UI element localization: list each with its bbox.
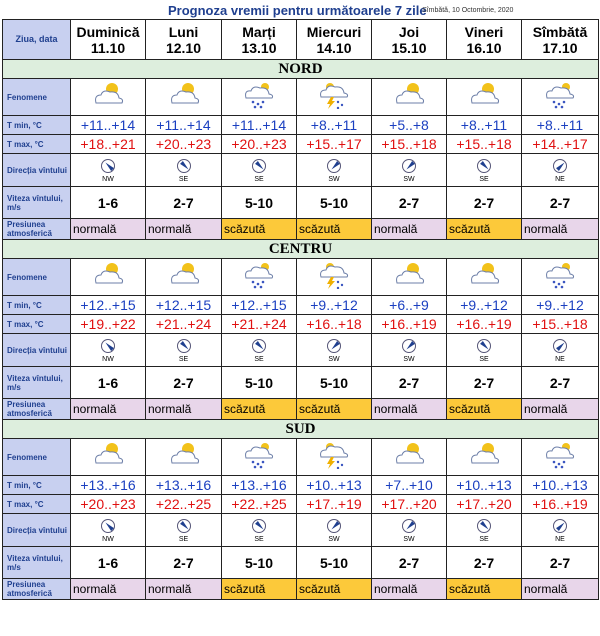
wind-direction-row — [3, 334, 599, 367]
pressure-value: normală — [522, 219, 599, 240]
label-pressure: Presiunea atmosferică — [3, 219, 71, 240]
label-tmax: T max, °C — [3, 135, 71, 154]
label-wind-speed: Viteza vîntului, m/s — [3, 547, 71, 579]
wind-speed-value: 2-7 — [146, 367, 222, 399]
compass-needle-icon — [255, 521, 265, 531]
compass-needle-icon — [556, 341, 566, 351]
weather-row — [3, 79, 599, 116]
compass-needle-icon — [255, 161, 265, 171]
wind-direction-label: NW — [102, 175, 114, 183]
compass-icon — [327, 519, 341, 533]
wind-direction-label: SE — [254, 355, 264, 363]
day-date: 14.10 — [316, 39, 352, 56]
compass-icon — [553, 519, 567, 533]
cloudy-rain-icon — [522, 79, 599, 116]
tmin-value: +10..+13 — [522, 476, 599, 495]
header-label: Ziua, data — [3, 20, 71, 60]
wind-speed-value: 2-7 — [146, 187, 222, 219]
compass-icon — [402, 159, 416, 173]
pressure-value: normală — [71, 219, 146, 240]
region-title: NORD — [3, 60, 599, 79]
wind-direction-cell — [522, 514, 599, 547]
tmax-value: +20..+23 — [71, 495, 146, 514]
wind-direction-label: SE — [479, 175, 489, 183]
compass-icon — [553, 159, 567, 173]
compass-needle-icon — [180, 521, 190, 531]
label-wind-direction: Direcția vîntului — [3, 154, 71, 187]
compass-icon — [252, 159, 266, 173]
compass-icon — [553, 339, 567, 353]
wind-speed-row — [3, 367, 599, 399]
pressure-value: scăzută — [297, 579, 372, 600]
wind-speed-row — [3, 187, 599, 219]
wind-speed-value: 5-10 — [222, 547, 297, 579]
tmin-row — [3, 296, 599, 315]
day-header — [447, 20, 522, 60]
wind-speed-value: 2-7 — [146, 547, 222, 579]
tmin-value: +9..+12 — [522, 296, 599, 315]
tmax-value: +17..+19 — [297, 495, 372, 514]
pressure-row — [3, 219, 599, 240]
tmax-value: +21..+24 — [222, 315, 297, 334]
tmax-row — [3, 495, 599, 514]
pressure-value: normală — [71, 579, 146, 600]
partly-cloudy-icon — [71, 259, 146, 296]
wind-direction-cell — [372, 334, 447, 367]
wind-direction-label: NE — [555, 175, 565, 183]
wind-speed-value: 1-6 — [71, 547, 146, 579]
forecast-table — [2, 19, 599, 600]
wind-direction-label: SW — [403, 355, 415, 363]
wind-speed-value: 1-6 — [71, 367, 146, 399]
day-date: 13.10 — [241, 39, 277, 56]
wind-direction-cell — [372, 514, 447, 547]
wind-speed-row — [3, 547, 599, 579]
pressure-row — [3, 399, 599, 420]
wind-direction-label: NW — [102, 535, 114, 543]
wind-direction-cell — [71, 514, 146, 547]
day-name: Miercuri — [306, 23, 362, 40]
wind-direction-label: SW — [328, 175, 340, 183]
tmin-value: +10..+13 — [447, 476, 522, 495]
compass-icon — [477, 339, 491, 353]
pressure-value: normală — [71, 399, 146, 420]
day-header — [222, 20, 297, 60]
compass-needle-icon — [330, 521, 340, 531]
partly-cloudy-icon — [146, 439, 222, 476]
wind-direction-label: SE — [254, 175, 264, 183]
wind-direction-cell — [146, 154, 222, 187]
partly-cloudy-icon — [372, 79, 447, 116]
wind-direction-row — [3, 514, 599, 547]
tmin-value: +9..+12 — [447, 296, 522, 315]
label-tmax: T max, °C — [3, 495, 71, 514]
tmax-value: +17..+20 — [372, 495, 447, 514]
tmax-value: +14..+17 — [522, 135, 599, 154]
label-wind-direction: Direcția vîntului — [3, 514, 71, 547]
pressure-value: normală — [522, 399, 599, 420]
tmin-value: +8..+11 — [522, 116, 599, 135]
wind-direction-label: SE — [479, 535, 489, 543]
wind-direction-cell — [222, 334, 297, 367]
partly-cloudy-icon — [146, 259, 222, 296]
pressure-value: scăzută — [222, 399, 297, 420]
tmax-row — [3, 315, 599, 334]
tmin-value: +5..+8 — [372, 116, 447, 135]
compass-needle-icon — [556, 521, 566, 531]
day-date: 17.10 — [542, 39, 578, 56]
compass-icon — [252, 519, 266, 533]
pressure-value: normală — [146, 219, 222, 240]
tmax-value: +15..+18 — [372, 135, 447, 154]
tmax-value: +20..+23 — [222, 135, 297, 154]
pressure-value: scăzută — [222, 219, 297, 240]
tmax-value: +16..+19 — [447, 315, 522, 334]
compass-needle-icon — [405, 521, 415, 531]
tmax-value: +19..+22 — [71, 315, 146, 334]
day-name: Joi — [398, 23, 420, 40]
cloudy-rain-icon — [522, 259, 599, 296]
label-fenomene: Fenomene — [3, 259, 71, 296]
tmin-value: +11..+14 — [71, 116, 146, 135]
label-tmax: T max, °C — [3, 315, 71, 334]
tmax-value: +17..+20 — [447, 495, 522, 514]
day-header — [146, 20, 222, 60]
label-tmin: T min, °C — [3, 116, 71, 135]
pressure-value: normală — [522, 579, 599, 600]
tmin-value: +7..+10 — [372, 476, 447, 495]
compass-needle-icon — [180, 341, 190, 351]
label-fenomene: Fenomene — [3, 79, 71, 116]
compass-icon — [101, 339, 115, 353]
wind-direction-cell — [447, 334, 522, 367]
wind-direction-cell — [222, 514, 297, 547]
tmax-value: +20..+23 — [146, 135, 222, 154]
tmin-value: +13..+16 — [146, 476, 222, 495]
wind-speed-value: 2-7 — [372, 367, 447, 399]
partly-cloudy-icon — [447, 259, 522, 296]
cloudy-rain-icon — [222, 79, 297, 116]
partly-cloudy-icon — [372, 259, 447, 296]
day-header-row — [3, 20, 599, 60]
wind-direction-row — [3, 154, 599, 187]
compass-needle-icon — [180, 161, 190, 171]
wind-direction-cell — [146, 334, 222, 367]
partly-cloudy-icon — [71, 79, 146, 116]
wind-direction-label: NE — [555, 355, 565, 363]
pressure-value: normală — [146, 399, 222, 420]
wind-direction-label: SW — [328, 535, 340, 543]
tmin-value: +8..+11 — [447, 116, 522, 135]
wind-speed-value: 2-7 — [447, 547, 522, 579]
page-title: Prognoza vremii pentru următoarele 7 zile — [168, 3, 427, 18]
wind-direction-label: NW — [102, 355, 114, 363]
day-header — [297, 20, 372, 60]
wind-speed-value: 2-7 — [372, 547, 447, 579]
tmin-value: +6..+9 — [372, 296, 447, 315]
day-name: Sîmbătă — [532, 23, 588, 40]
day-date: 15.10 — [391, 39, 427, 56]
tmax-value: +18..+21 — [71, 135, 146, 154]
label-tmin: T min, °C — [3, 296, 71, 315]
compass-icon — [101, 519, 115, 533]
compass-needle-icon — [556, 161, 566, 171]
cloud-rain-thunder-icon — [297, 439, 372, 476]
wind-speed-value: 2-7 — [522, 547, 599, 579]
compass-needle-icon — [405, 341, 415, 351]
tmax-value: +16..+19 — [372, 315, 447, 334]
region-row — [3, 240, 599, 259]
tmax-value: +15..+17 — [297, 135, 372, 154]
compass-icon — [177, 159, 191, 173]
wind-direction-label: SW — [403, 175, 415, 183]
label-wind-speed: Viteza vîntului, m/s — [3, 367, 71, 399]
day-header — [372, 20, 447, 60]
wind-speed-value: 5-10 — [222, 367, 297, 399]
wind-direction-label: NE — [555, 535, 565, 543]
tmax-value: +22..+25 — [146, 495, 222, 514]
compass-needle-icon — [104, 341, 114, 351]
wind-direction-cell — [522, 154, 599, 187]
day-date: 12.10 — [165, 39, 202, 56]
partly-cloudy-icon — [372, 439, 447, 476]
tmin-value: +10..+13 — [297, 476, 372, 495]
tmin-value: +11..+14 — [146, 116, 222, 135]
wind-direction-label: SE — [178, 535, 189, 543]
tmin-value: +11..+14 — [222, 116, 297, 135]
pressure-value: scăzută — [447, 579, 522, 600]
region-row — [3, 420, 599, 439]
compass-needle-icon — [480, 161, 490, 171]
day-date: 16.10 — [466, 39, 502, 56]
compass-icon — [402, 519, 416, 533]
day-name: Marți — [242, 23, 276, 40]
wind-direction-cell — [297, 154, 372, 187]
wind-speed-value: 5-10 — [297, 187, 372, 219]
wind-direction-label: SE — [254, 535, 264, 543]
partly-cloudy-icon — [71, 439, 146, 476]
compass-needle-icon — [480, 341, 490, 351]
wind-speed-value: 2-7 — [522, 187, 599, 219]
tmin-value: +12..+15 — [71, 296, 146, 315]
wind-speed-value: 5-10 — [222, 187, 297, 219]
region-row — [3, 60, 599, 79]
day-header — [71, 20, 146, 60]
cloudy-rain-icon — [222, 259, 297, 296]
compass-needle-icon — [405, 161, 415, 171]
pressure-value: scăzută — [447, 399, 522, 420]
tmax-value: +22..+25 — [222, 495, 297, 514]
wind-direction-cell — [146, 514, 222, 547]
wind-direction-cell — [447, 514, 522, 547]
compass-needle-icon — [480, 521, 490, 531]
tmin-value: +12..+15 — [146, 296, 222, 315]
label-pressure: Presiunea atmosferică — [3, 579, 71, 600]
label-tmin: T min, °C — [3, 476, 71, 495]
wind-direction-cell — [71, 154, 146, 187]
compass-icon — [177, 339, 191, 353]
compass-needle-icon — [104, 521, 114, 531]
day-name: Luni — [168, 23, 199, 40]
tmax-value: +16..+18 — [297, 315, 372, 334]
tmin-value: +13..+16 — [222, 476, 297, 495]
cloudy-rain-icon — [222, 439, 297, 476]
tmax-value: +15..+18 — [522, 315, 599, 334]
compass-needle-icon — [330, 161, 340, 171]
pressure-value: scăzută — [447, 219, 522, 240]
day-name: Duminică — [76, 23, 140, 40]
tmin-value: +8..+11 — [297, 116, 372, 135]
wind-speed-value: 2-7 — [447, 367, 522, 399]
tmax-value: +21..+24 — [146, 315, 222, 334]
day-header — [522, 20, 599, 60]
pressure-row — [3, 579, 599, 600]
partly-cloudy-icon — [447, 79, 522, 116]
wind-direction-label: SW — [328, 355, 340, 363]
wind-direction-cell — [372, 154, 447, 187]
pressure-value: scăzută — [297, 399, 372, 420]
label-fenomene: Fenomene — [3, 439, 71, 476]
weather-row — [3, 259, 599, 296]
compass-needle-icon — [255, 341, 265, 351]
issue-date: Sîmbătă, 10 Octombrie, 2020 — [422, 7, 514, 14]
pressure-value: normală — [372, 579, 447, 600]
compass-icon — [477, 519, 491, 533]
day-name: Vineri — [464, 23, 504, 40]
pressure-value: scăzută — [297, 219, 372, 240]
wind-direction-label: SE — [178, 355, 189, 363]
wind-direction-label: SE — [479, 355, 489, 363]
wind-speed-value: 5-10 — [297, 367, 372, 399]
cloudy-rain-icon — [522, 439, 599, 476]
compass-icon — [327, 339, 341, 353]
partly-cloudy-icon — [447, 439, 522, 476]
wind-direction-label: SW — [403, 535, 415, 543]
compass-icon — [477, 159, 491, 173]
wind-speed-value: 2-7 — [522, 367, 599, 399]
wind-direction-cell — [71, 334, 146, 367]
tmax-row — [3, 135, 599, 154]
tmin-row — [3, 476, 599, 495]
compass-icon — [402, 339, 416, 353]
tmin-value: +13..+16 — [71, 476, 146, 495]
weather-row — [3, 439, 599, 476]
wind-direction-cell — [297, 334, 372, 367]
wind-speed-value: 2-7 — [372, 187, 447, 219]
tmax-value: +15..+18 — [447, 135, 522, 154]
compass-icon — [101, 159, 115, 173]
region-title: SUD — [3, 420, 599, 439]
day-date: 11.10 — [90, 39, 126, 56]
pressure-value: normală — [372, 399, 447, 420]
region-title: CENTRU — [3, 240, 599, 259]
tmin-row — [3, 116, 599, 135]
cloud-rain-thunder-icon — [297, 79, 372, 116]
compass-icon — [327, 159, 341, 173]
compass-needle-icon — [104, 161, 114, 171]
compass-icon — [252, 339, 266, 353]
label-wind-direction: Direcția vîntului — [3, 334, 71, 367]
tmin-value: +9..+12 — [297, 296, 372, 315]
label-pressure: Presiunea atmosferică — [3, 399, 71, 420]
wind-speed-value: 1-6 — [71, 187, 146, 219]
pressure-value: normală — [372, 219, 447, 240]
page-header — [0, 0, 600, 19]
pressure-value: scăzută — [222, 579, 297, 600]
wind-direction-cell — [222, 154, 297, 187]
wind-speed-value: 2-7 — [447, 187, 522, 219]
tmax-value: +16..+19 — [522, 495, 599, 514]
partly-cloudy-icon — [146, 79, 222, 116]
wind-speed-value: 5-10 — [297, 547, 372, 579]
pressure-value: normală — [146, 579, 222, 600]
label-wind-speed: Viteza vîntului, m/s — [3, 187, 71, 219]
wind-direction-cell — [522, 334, 599, 367]
cloud-rain-thunder-icon — [297, 259, 372, 296]
tmin-value: +12..+15 — [222, 296, 297, 315]
compass-icon — [177, 519, 191, 533]
wind-direction-cell — [297, 514, 372, 547]
wind-direction-cell — [447, 154, 522, 187]
compass-needle-icon — [330, 341, 340, 351]
wind-direction-label: SE — [178, 175, 189, 183]
